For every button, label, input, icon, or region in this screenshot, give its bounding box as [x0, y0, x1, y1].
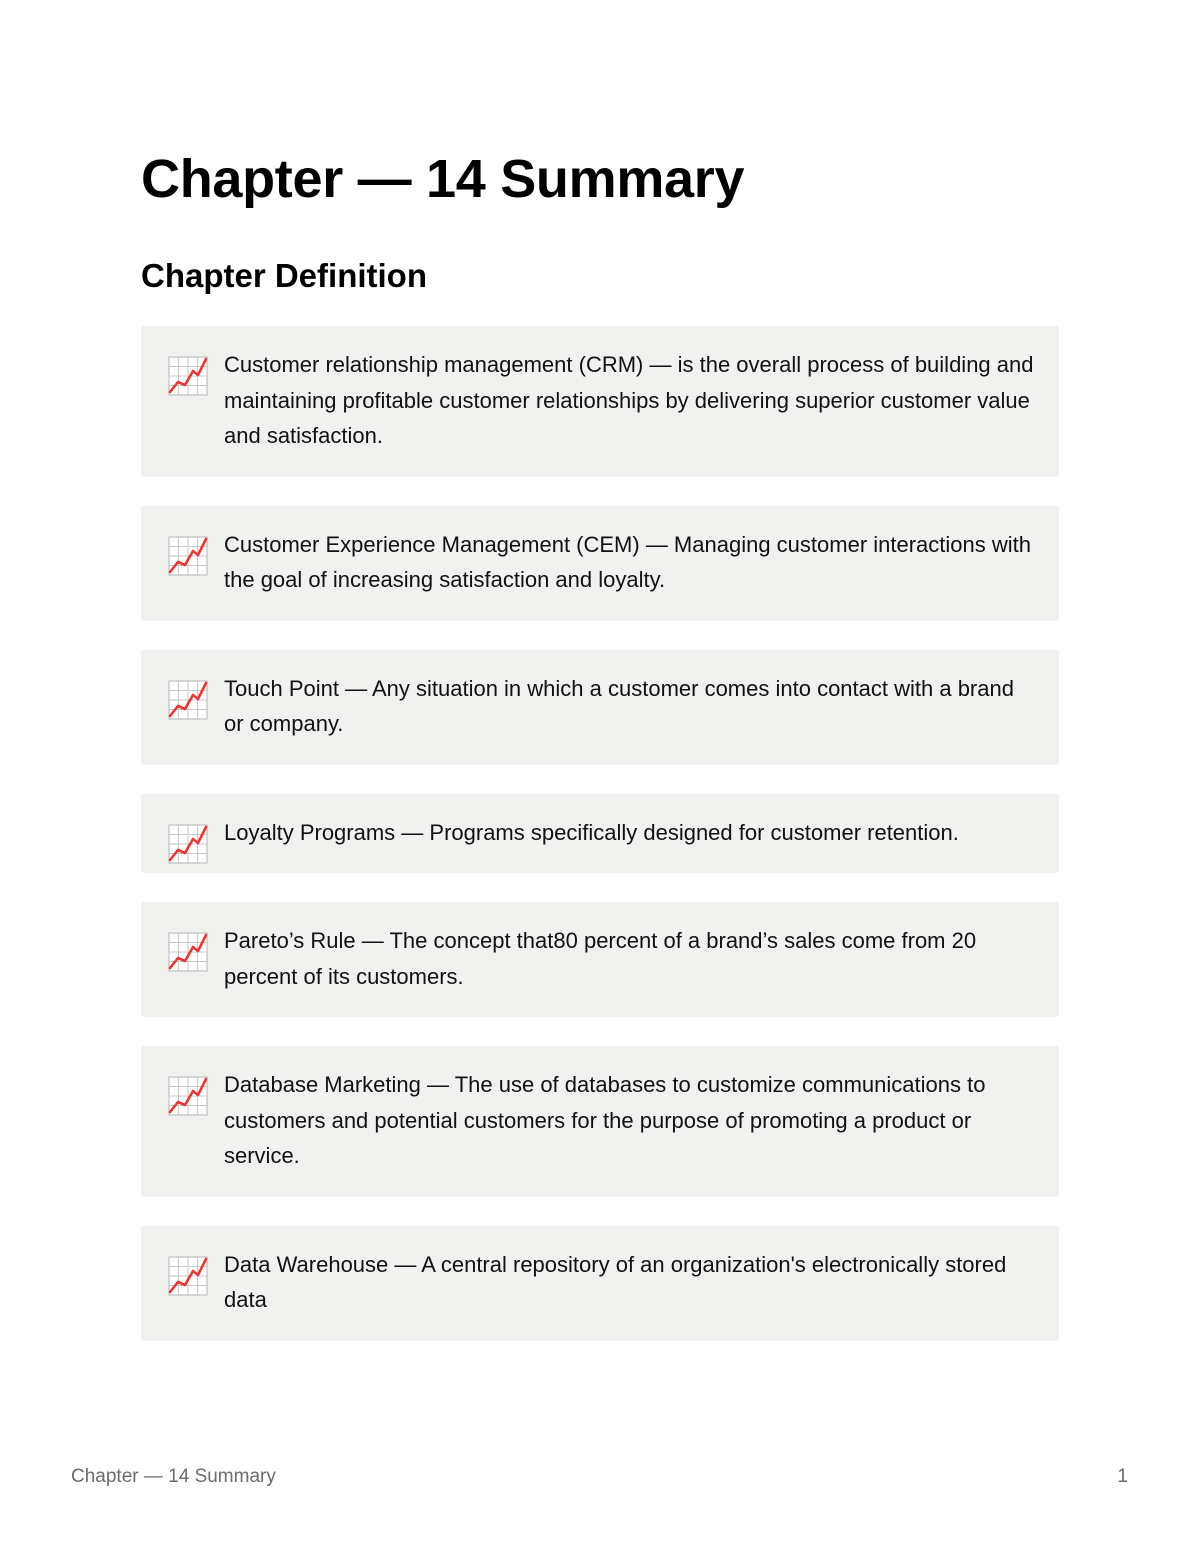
- definition-list: [141, 326, 1059, 1370]
- chart-increasing-icon: [168, 1256, 208, 1296]
- definition-callout: [141, 1046, 1059, 1197]
- definition-callout: [141, 1226, 1059, 1341]
- chart-increasing-icon: [168, 680, 208, 720]
- definition-text: Customer Experience Management (CEM) — Managing customer interactions with the goal of increasing satisfaction and loyalty.: [224, 531, 1031, 592]
- page-number: 1: [1117, 1466, 1128, 1487]
- definition-text: Pareto’s Rule — The concept that80 percent of a brand’s sales come from 20 percent of its customers.: [224, 928, 977, 989]
- page-title: Chapter — 14 Summary: [141, 149, 745, 209]
- chart-increasing-icon: [168, 1076, 208, 1116]
- definition-callout: [141, 506, 1059, 621]
- chart-increasing-icon: [168, 932, 208, 972]
- section-heading: Chapter Definition: [141, 257, 427, 294]
- definition-text: Database Marketing — The use of databases to customize communications to customers and potential customers for the purpose of promoting a product or service.: [224, 1072, 986, 1168]
- definition-callout: [141, 902, 1059, 1017]
- definition-callout: [141, 326, 1059, 477]
- definition-callout: [141, 650, 1059, 765]
- definition-text: Customer relationship management (CRM) — is the overall process of building and maintaining profitable customer relationships by delivering superior customer value and satisfaction.: [224, 352, 1034, 448]
- definition-text: Data Warehouse — A central repository of an organization's electronically stored data: [224, 1251, 1007, 1312]
- chart-increasing-icon: [168, 824, 208, 864]
- chart-increasing-icon: [168, 356, 208, 396]
- definition-callout: [141, 794, 1059, 874]
- chart-increasing-icon: [168, 536, 208, 576]
- definition-text: Loyalty Programs — Programs specifically designed for customer retention.: [224, 819, 959, 845]
- definition-text: Touch Point — Any situation in which a customer comes into contact with a brand or company.: [224, 675, 1014, 736]
- footer-document-title: Chapter — 14 Summary: [71, 1466, 276, 1487]
